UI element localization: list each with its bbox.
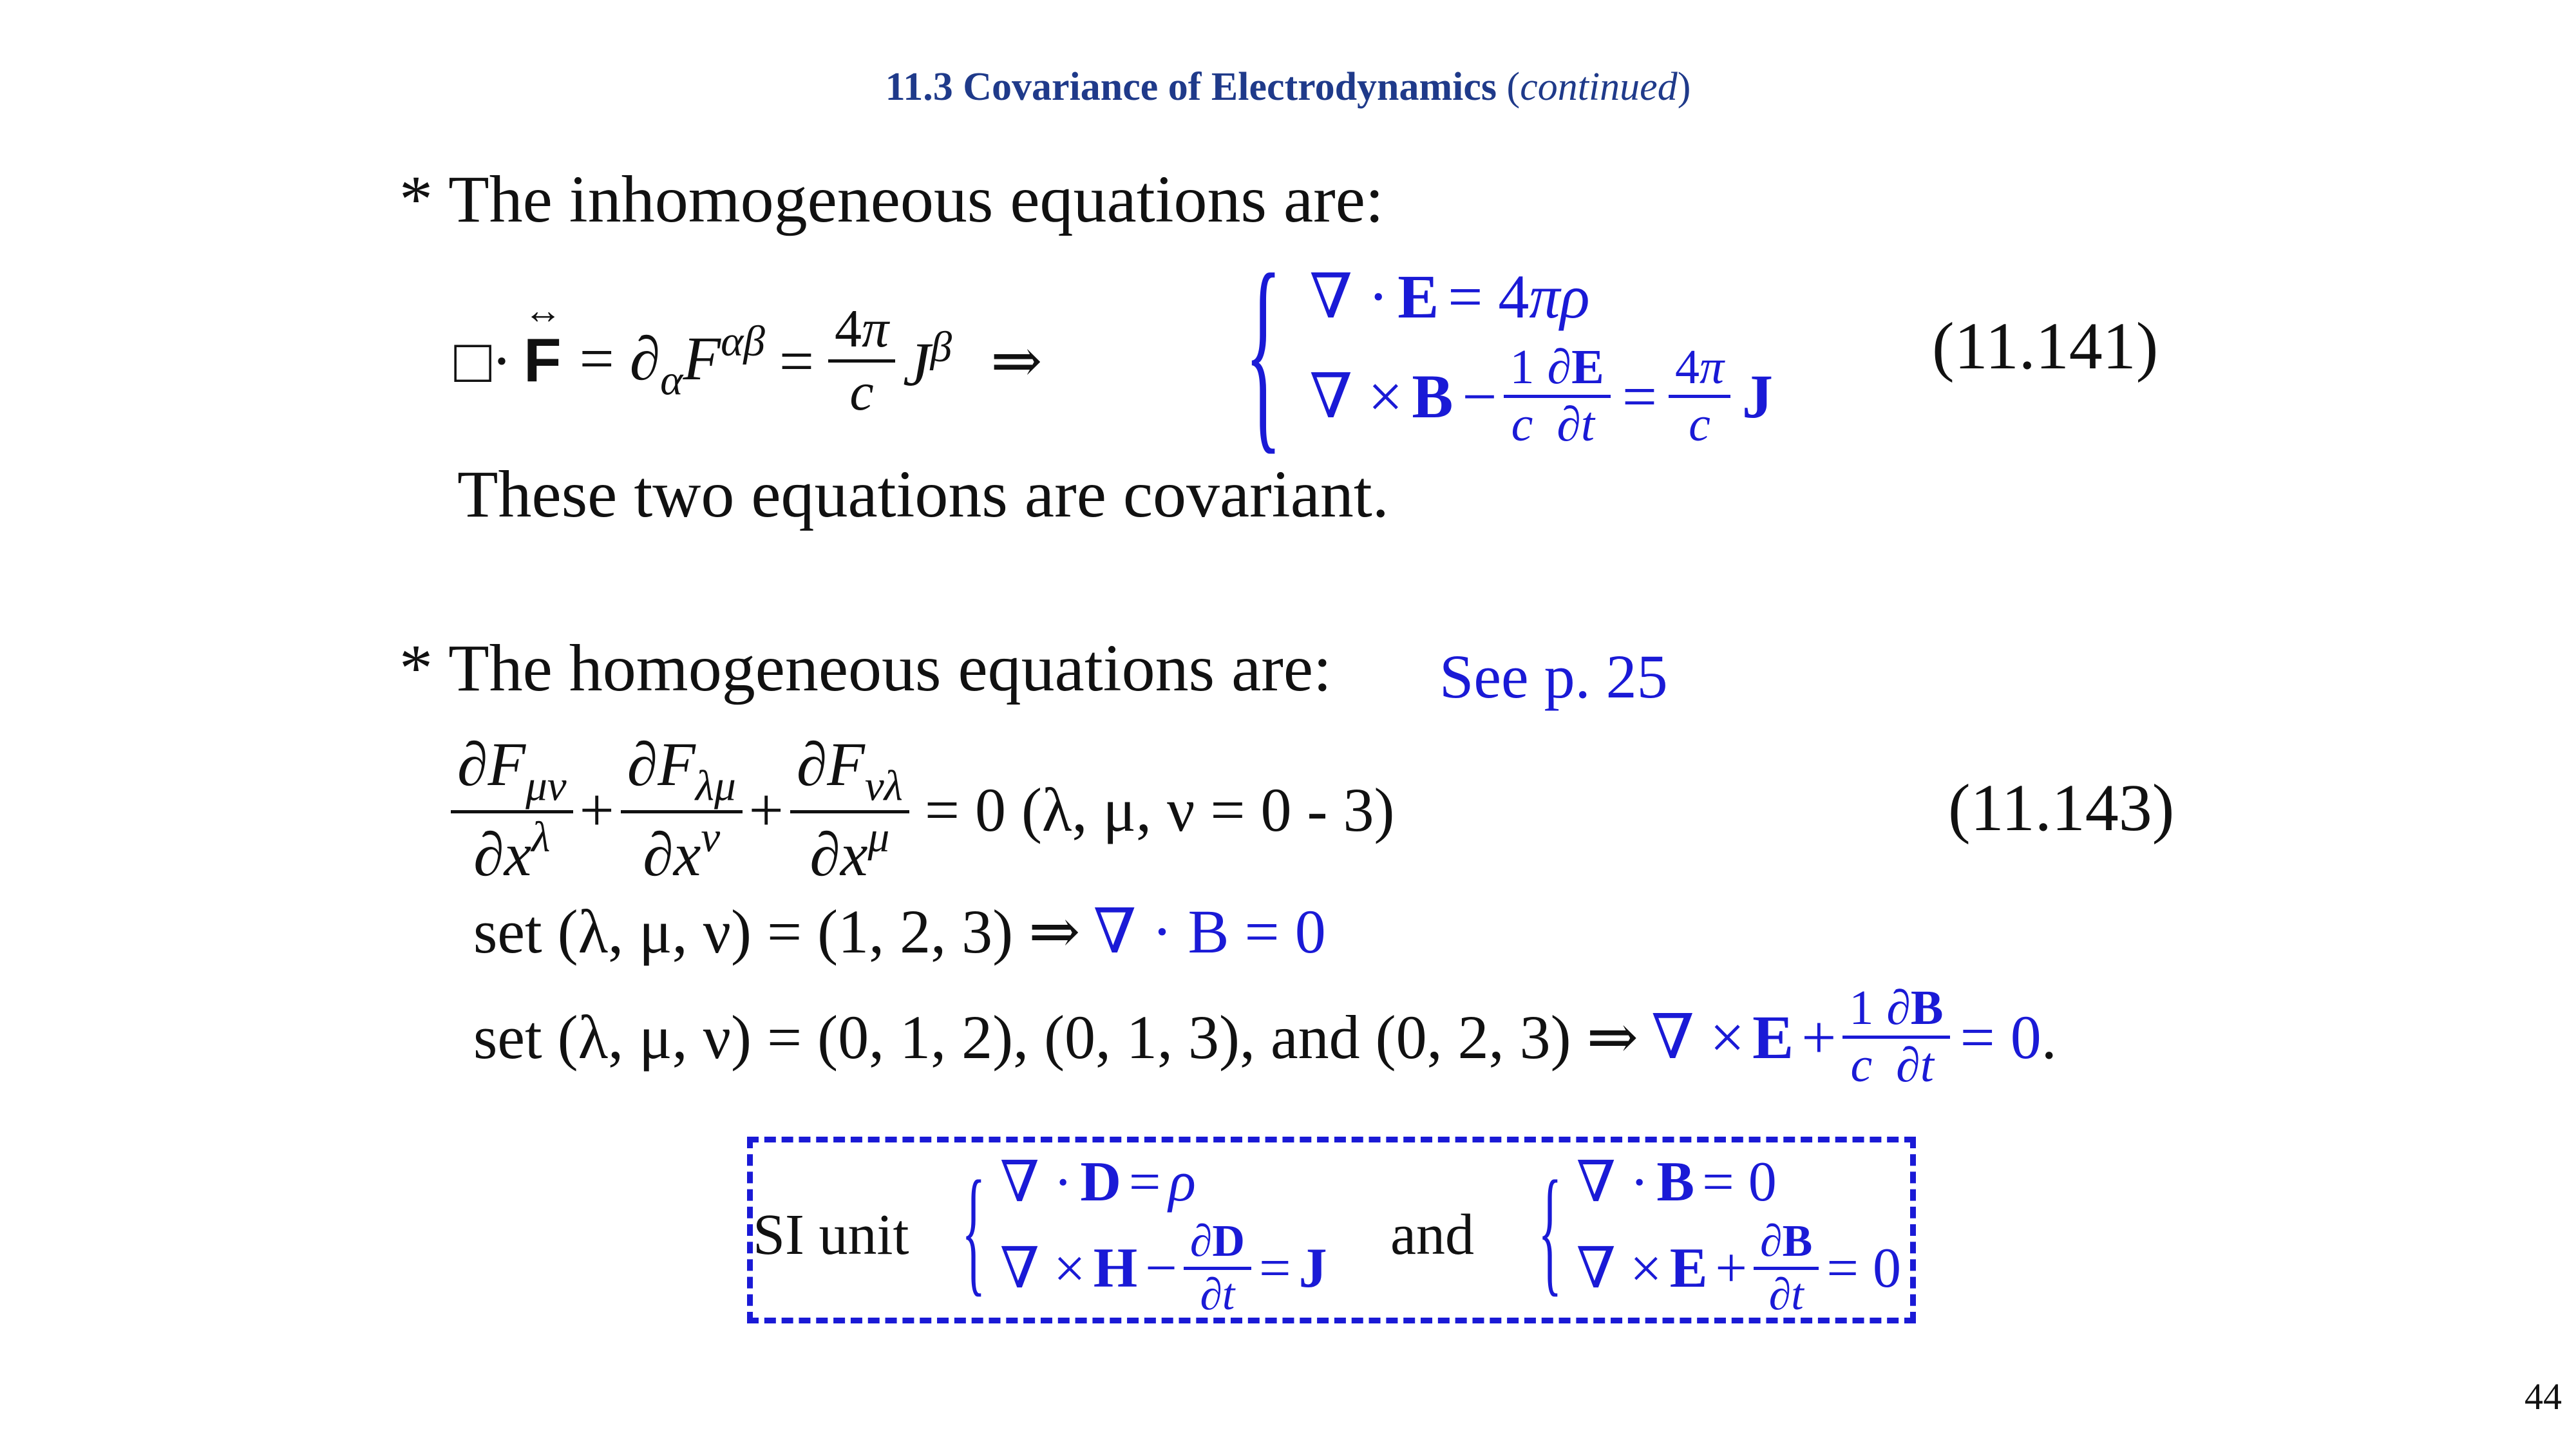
divergence-B-result: ∇ · B = 0 <box>1093 897 1326 966</box>
si-and-word: and <box>1390 1203 1474 1267</box>
si-inhomogeneous-system <box>940 1142 1327 1318</box>
si-left-brace-1: { <box>961 1151 986 1309</box>
index-range: (λ, μ, ν = 0 - 3) <box>1021 775 1395 844</box>
maxwell-inhomogeneous-system <box>1211 229 1774 472</box>
field-tensor-symbol <box>523 289 562 396</box>
homogeneous-equation <box>451 731 1394 889</box>
title-main: 11.3 Covariance of Electrodynamics <box>885 65 1497 109</box>
inhomogeneous-equation <box>454 283 1043 438</box>
si-homogeneous-system <box>1516 1142 1901 1318</box>
tensor-arrow: ↔ <box>523 289 562 332</box>
si-faraday-law: ∇ × E + $\frac{\partial B}{\partial t}$ = 0 <box>1576 1217 1901 1320</box>
ampere-maxwell-equation: ∇ × B − $\frac{1}{c}$ $\frac{\partial E}{\partial t}$ = $\frac{4\pi}{c}$ J <box>1309 339 1774 451</box>
set-line-2 <box>473 979 2057 1095</box>
dalembertian-box-symbol: □ <box>454 326 491 395</box>
term-dF-mu-nu: $\frac{\partial F_{\mu\nu}}{\partial x^\lambda}$ <box>451 732 573 887</box>
set2-period: . <box>2041 1002 2057 1072</box>
si-gauss-law: ∇ · D = ρ <box>999 1150 1196 1214</box>
homogeneous-heading: * The homogeneous equations are: <box>399 631 1332 705</box>
equals-zero: = 0 <box>924 775 1006 844</box>
eq-equals: = <box>779 326 814 395</box>
term-dF-nu-lambda: $\frac{\partial F_{\nu\lambda}}{\partial x^\mu}$ <box>790 732 909 887</box>
tensor-F: F <box>523 326 562 395</box>
title-continued: continued <box>1520 65 1678 109</box>
si-left-brace-2: { <box>1538 1151 1562 1309</box>
si-divergence-B: ∇ · B = 0 <box>1576 1150 1777 1214</box>
si-unit-box <box>747 1137 1916 1323</box>
title-paren-close: ) <box>1677 65 1691 109</box>
faraday-law-result: ∇ × E + $\frac{1}{c}$ $\frac{\partial B}{\partial t}$ = 0 <box>1651 980 2041 1092</box>
implies-arrow: ⇒ <box>990 327 1043 395</box>
four-pi-over-c: $\frac{4\pi}{c}$ <box>828 301 895 420</box>
page-number: 44 <box>2524 1376 2562 1417</box>
eq-part-partial-F: = $\partial_\alpha F^{\alpha\beta}$ <box>579 316 765 404</box>
si-unit-label: SI unit <box>753 1203 909 1267</box>
title-paren-open: ( <box>1506 65 1520 109</box>
dot-operator: · <box>491 326 512 395</box>
equation-label-11-143: (11.143) <box>1948 771 2175 845</box>
set2-prefix: set (λ, μ, ν) = (0, 1, 2), (0, 1, 3), and (0, 2, 3) ⇒ <box>473 1003 1638 1072</box>
covariant-note: These two equations are covariant. <box>457 457 1389 531</box>
slide-title <box>0 64 2576 110</box>
term-dF-lambda-mu: $\frac{\partial F_{\lambda\mu}}{\partial x^\nu}$ <box>621 732 743 887</box>
left-brace: { <box>1245 229 1282 472</box>
plus-sign: + <box>579 775 614 844</box>
si-ampere-law: ∇ × H − $\frac{\partial D}{\partial t}$ = J <box>999 1217 1327 1320</box>
inhomogeneous-heading: * The inhomogeneous equations are: <box>399 162 1384 236</box>
see-page-reference: See p. 25 <box>1439 642 1668 711</box>
set1-prefix: set (λ, μ, ν) = (1, 2, 3) ⇒ <box>473 897 1081 966</box>
current-J: $J^\beta$ <box>903 322 952 399</box>
plus-sign: + <box>748 775 784 844</box>
gauss-law-equation: ∇ · E = 4 πρ <box>1309 261 1590 331</box>
set-line-1 <box>473 895 1326 967</box>
equation-label-11-141: (11.141) <box>1932 309 2159 383</box>
